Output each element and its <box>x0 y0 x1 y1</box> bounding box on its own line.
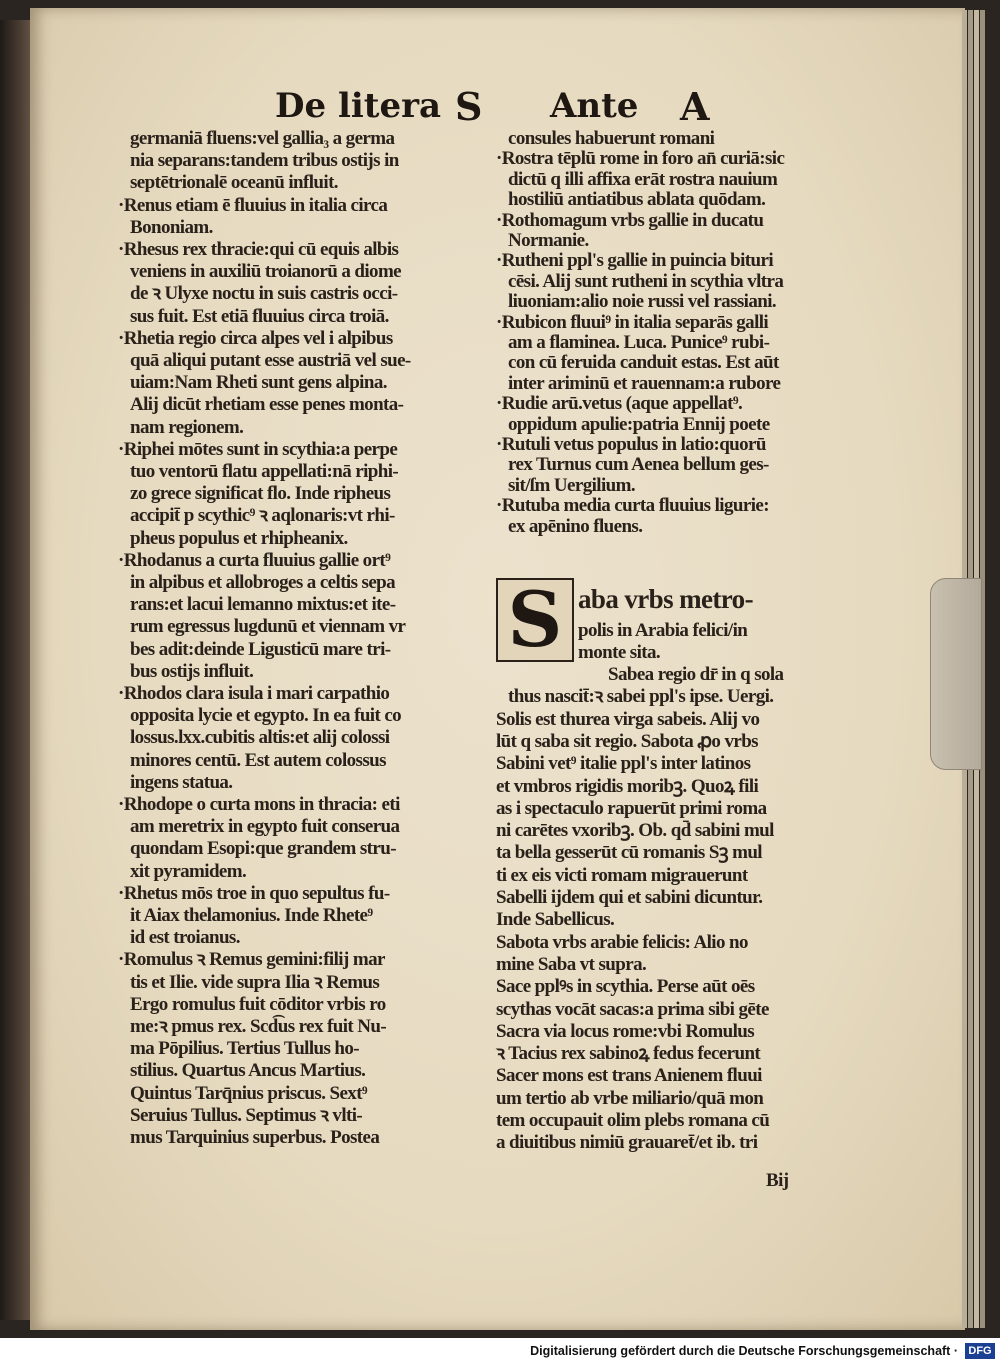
text-line: ·Rostra tēplū rome in foro an̄ curiā:sic <box>496 148 785 170</box>
text-line: ·Romulus ꝛ Remus gemini:filij mar <box>118 949 385 971</box>
text-line: inter ariminū et rauennam:a rubore <box>508 372 781 394</box>
text-line: septētrionalē oceanū influit. <box>130 172 338 194</box>
text-line: ni carētes vxoribꝫ. Ob. qd̄ sabini mul <box>496 820 774 842</box>
text-line: mine Saba vt supra. <box>496 953 647 975</box>
text-line: quā aliqui putant esse austriā vel sue- <box>130 350 411 371</box>
text-line: ꝛ Tacius rex sabinoꝝ fedus fecerunt <box>496 1043 761 1065</box>
section-heading-line: polis in Arabia felici/in <box>578 620 748 641</box>
text-line: Seruius Tullus. Septimus ꝛ vlti- <box>130 1104 363 1126</box>
section-heading-line: monte sita. <box>578 642 661 663</box>
text-line: Ergo romulus fuit cōditor vrbis ro <box>130 993 386 1015</box>
text-line: lossus.lxx.cubitis altis:et alij colossi <box>130 727 390 749</box>
text-line: ·Rutheni ppl's gallie in puincia bituri <box>496 250 773 272</box>
text-line: it Aiax thelamonius. Inde Rhete⁹ <box>130 905 373 926</box>
text-line: zo grece significat flo. Inde ripheus <box>130 483 391 505</box>
text-line: liuoniam:alio noie russi vel rassiani. <box>508 291 777 313</box>
text-line: Sabelli ijdem qui et sabini dicuntur. <box>496 887 763 908</box>
text-line: veniens in auxiliū troianorū a diome <box>130 261 402 283</box>
text-line: Normanie. <box>508 230 589 251</box>
text-line: mus Tarquinius superbus. Postea <box>130 1127 380 1148</box>
text-line: lūt q saba sit regio. Sabota ꝓo vrbs <box>496 730 758 752</box>
signature-mark: Bij <box>766 1170 789 1191</box>
text-line: Bononiam. <box>130 216 213 238</box>
text-line: stilius. Quartus Ancus Martius. <box>130 1060 366 1082</box>
section-heading-line: aba vrbs metro- <box>578 584 753 614</box>
text-line: ·Rubicon fluui⁹ in italia separās galli <box>496 311 769 333</box>
text-line: rans:et lacui lemanno mixtus:et ite- <box>130 594 396 616</box>
footer-credit: Digitalisierung gefördert durch die Deutsche Forschungsgemeinschaft · <box>530 1344 958 1358</box>
page-clip <box>930 578 982 770</box>
text-line: ·Riphei mōtes sunt in scythia:a perpe <box>118 438 398 460</box>
text-line: um tertio ab vrbe miliario/quā mon <box>496 1087 764 1109</box>
text-line: ·Rhodope o curta mons in thracia: eti <box>118 794 400 815</box>
text-line: ·Rhodanus a curta fluuius gallie ort⁹ <box>118 549 391 571</box>
text-line: rex Turnus cum Aenea bellum ges- <box>508 454 769 476</box>
text-line: tis et Ilie. vide supra Ilia ꝛ Remus <box>130 971 380 993</box>
running-head-middle: Ante <box>550 86 639 126</box>
text-line: Sacer mons est trans Anienem fluui <box>496 1065 762 1087</box>
running-head-right: A <box>680 84 710 129</box>
text-line: ti ex eis victi romam migrauerunt <box>496 864 748 886</box>
text-line: ingens statua. <box>130 771 233 793</box>
text-line: am meretrix in egypto fuit conserua <box>130 816 400 838</box>
text-line: dictū q illi affixa erāt rostra nauium <box>508 168 778 190</box>
text-line: germaniā fluens:vel gallia₃ a germa <box>130 128 395 149</box>
running-head-letter: S <box>455 84 483 129</box>
text-line: ·Rhodos clara isula i mari carpathio <box>118 683 390 704</box>
text-line: opposita lycie et egypto. In ea fuit co <box>130 705 402 727</box>
text-line: Inde Sabellicus. <box>496 909 615 931</box>
book-page <box>30 8 965 1330</box>
text-line: Sabota vrbs arabie felicis: Alio no <box>496 931 748 953</box>
text-line: xit pyramidem. <box>130 860 247 882</box>
dfg-logo: DFG <box>965 1343 995 1359</box>
text-line: Sacra via locus rome:vbi Romulus <box>496 1020 755 1042</box>
text-line: ex apēnino fluens. <box>508 515 643 537</box>
text-line: sit/ſm Uergilium. <box>508 474 636 496</box>
text-line: sus fuit. Est etiā fluuius circa troiā. <box>130 305 389 327</box>
text-line: et vmbros rigidis moribꝫ. Quoꝝ fili <box>496 775 759 797</box>
decorated-initial: S <box>496 578 574 662</box>
text-line: rum egressus lugdunū et viennam vr <box>130 616 406 638</box>
text-line: consules habuerunt romani <box>508 128 715 149</box>
text-line: ta bella gesserūt cū romanis Sꝫ mul <box>496 842 762 864</box>
text-line: hostiliū antiatibus ablata quōdam. <box>508 189 766 211</box>
text-line: as i spectaculo rapuerūt primi roma <box>496 797 767 819</box>
text-line: me:ꝛ pmus rex. Scd͡us rex fuit Nu- <box>130 1016 387 1037</box>
text-line: nia separans:tandem tribus ostijs in <box>130 150 399 172</box>
text-line: minores centū. Est autem colossus <box>130 749 386 771</box>
text-line: ·Rothomagum vrbs gallie in ducatu <box>496 209 764 231</box>
text-line: bus ostijs influit. <box>130 660 254 682</box>
text-line: con cū feruida canduit estas. Est aūt <box>508 352 779 374</box>
text-line: id est troianus. <box>130 927 240 949</box>
text-line: in alpibus et allobroges a celtis sepa <box>130 572 396 593</box>
text-line: thus nascit̄:ꝛ sabei ppl's ipse. Uergi. <box>508 686 774 708</box>
text-line: accipit̄ p scythic⁹ ꝛ aqlonaris:vt rhi- <box>130 505 395 527</box>
text-line: Sace pplꝰs in scythia. Perse aūt oēs <box>496 976 755 998</box>
text-line: tem occupauit olim plebs romana cū <box>496 1110 770 1131</box>
text-line: cēsi. Alij sunt rutheni in scythia vltra <box>508 270 784 292</box>
text-line: pheus populus et rhipheanix. <box>130 527 348 549</box>
text-line: Solis est thurea virga sabeis. Alij vo <box>496 708 760 730</box>
previous-page-edge <box>0 20 34 1320</box>
text-line: ·Rudie arū.vetus (aque appellat⁹. <box>496 393 743 415</box>
text-line: tuo ventorū flatu appellati:nā riphi- <box>130 461 399 482</box>
text-line: am a flaminea. Luca. Punice⁹ rubi- <box>508 332 770 353</box>
text-line: Quintus Tarq̄nius priscus. Sext⁹ <box>130 1082 368 1104</box>
text-line: Sabini vet⁹ italie ppl's inter latinos <box>496 753 751 775</box>
text-line: ·Renus etiam ē fluuius in italia circa <box>118 194 388 216</box>
text-line: Sabea regio dr̄ in q sola <box>608 664 784 685</box>
text-line: uiam:Nam Rheti sunt gens alpina. <box>130 372 387 394</box>
text-line: ·Rhetia regio circa alpes vel i alpibus <box>118 327 393 349</box>
text-line: Alij dicūt rhetiam esse penes monta- <box>130 394 404 416</box>
text-line: bes adit:deinde Ligusticū mare tri- <box>130 638 391 660</box>
text-line: quondam Esopi:que grandem stru- <box>130 838 396 860</box>
running-head-left: De litera <box>275 86 442 126</box>
text-line: nam regionem. <box>130 416 244 438</box>
text-line: ·Rhesus rex thracie:qui cū equis albis <box>118 239 399 260</box>
text-line: ·Rutuba media curta fluuius ligurie: <box>496 495 769 517</box>
text-line: ma Pōpilius. Tertius Tullus ho- <box>130 1038 360 1060</box>
text-line: scythas vocāt sacas:a prima sibi gēte <box>496 998 769 1020</box>
text-line: a diuitibus nimiū grauaret̄/et ib. tri <box>496 1132 758 1154</box>
text-line: oppidum apulie:patria Ennij poete <box>508 413 770 435</box>
text-line: ·Rhetus mōs troe in quo sepultus fu- <box>118 882 390 904</box>
text-line: ·Rutuli vetus populus in latio:quorū <box>496 434 766 455</box>
text-line: de ꝛ Ulyxe noctu in suis castris occi- <box>130 283 398 305</box>
